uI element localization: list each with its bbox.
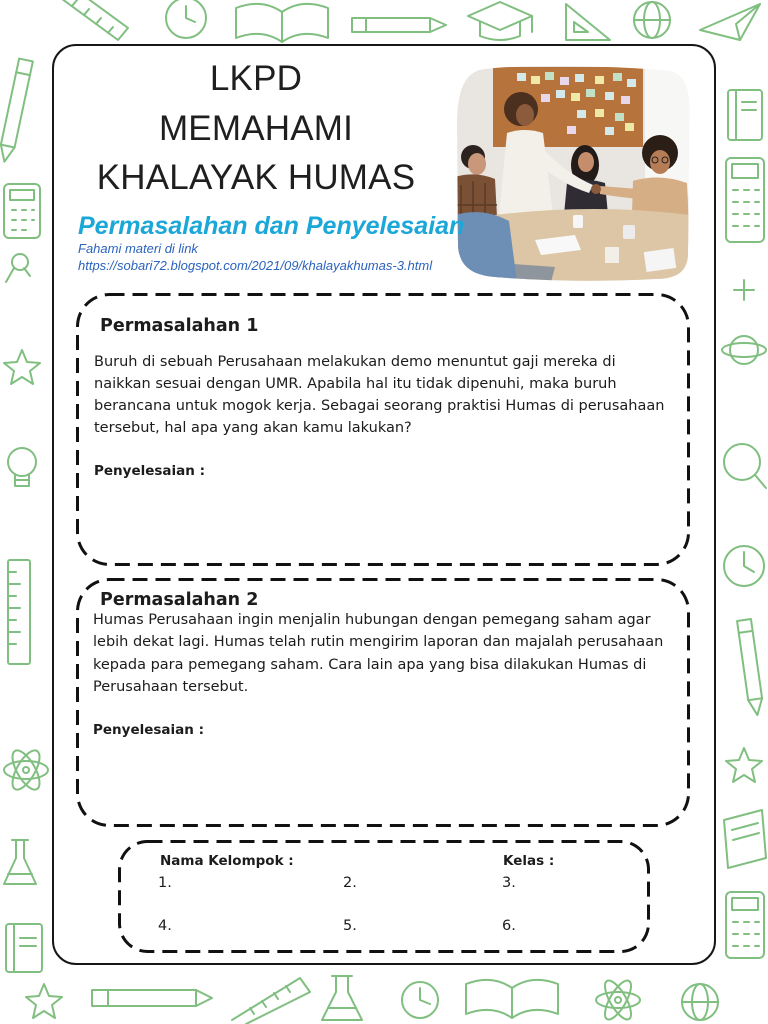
light-bulb-doodle-icon <box>8 448 36 486</box>
problem-text-line: Buruh di sebuah Perusahaan melakukan demo menuntut gaji mereka di <box>94 354 616 370</box>
member-number: 4. <box>158 918 172 934</box>
member-number: 1. <box>158 875 172 891</box>
problem-text-line: Humas Perusahaan ingin menjalin hubungan dengan pemegang saham agar <box>93 612 651 628</box>
pushpin-doodle-icon <box>6 254 30 282</box>
problem-text-line: naikkan sesuai dengan UMR. Apabila hal itu tidak dipenuhi, maka buruh <box>94 376 617 392</box>
magnifier-doodle-icon <box>724 444 766 488</box>
problem-text-line: tersebut, hal apa yang akan kamu lakukan? <box>94 420 412 436</box>
book-doodle-icon <box>724 810 766 868</box>
team-meeting-photo <box>455 65 690 282</box>
clock-doodle-icon <box>402 982 438 1018</box>
problem-text-line: lebih dekat lagi. Humas telah rutin mengirim laporan dan majalah perusahaan <box>93 634 664 651</box>
ruler-doodle-icon <box>8 560 30 664</box>
problem-text-line: Perusahaan tersebut. <box>93 678 249 695</box>
calculator-doodle-icon <box>726 892 764 958</box>
flask-doodle-icon <box>322 976 362 1020</box>
problem-1-box <box>76 293 690 566</box>
star-doodle-icon <box>4 350 40 384</box>
group-name-label: Nama Kelompok : <box>160 853 294 869</box>
pencil-doodle-icon <box>352 18 446 32</box>
star-doodle-icon <box>726 748 762 782</box>
problem-heading: Permasalahan 2 <box>100 590 259 610</box>
pencil-doodle-icon <box>0 59 33 164</box>
book-doodle-icon <box>236 4 328 42</box>
problem-text-line: berancana untuk mogok kerja. Sebagai seorang praktisi Humas di perusahaan <box>94 398 665 414</box>
group-info-box <box>118 840 650 953</box>
section-subtitle: Permasalahan dan Penyelesaian <box>78 212 465 240</box>
ruler-doodle-icon <box>58 0 128 40</box>
atom-doodle-icon <box>596 977 640 1023</box>
problem-2-box <box>76 578 690 827</box>
set-square-doodle-icon <box>566 4 610 40</box>
member-number: 2. <box>343 875 357 891</box>
book-doodle-icon <box>728 90 762 140</box>
problem-text <box>94 351 664 439</box>
calculator-doodle-icon <box>726 158 764 242</box>
class-label: Kelas : <box>503 853 555 869</box>
globe-doodle-icon <box>682 984 718 1020</box>
material-link[interactable]: https://sobari72.blogspot.com/2021/09/khalayakhumas-3.html <box>78 258 433 273</box>
member-number: 5. <box>343 918 357 934</box>
solution-label: Penyelesaian : <box>94 463 205 479</box>
title-line: KHALAYAK HUMAS <box>96 158 416 197</box>
problem-text <box>93 609 663 698</box>
pencil-doodle-icon <box>92 990 212 1006</box>
flask-doodle-icon <box>4 840 36 884</box>
calculator-doodle-icon <box>4 184 40 238</box>
pencil-doodle-icon <box>737 619 764 716</box>
globe-doodle-icon <box>634 2 670 38</box>
solution-label: Penyelesaian : <box>93 722 204 738</box>
problem-text-line: kepada para pemegang saham. Cara lain apa yang bisa dilakukan Humas di <box>93 656 647 673</box>
graduation-cap-doodle-icon <box>468 2 532 40</box>
star-doodle-icon <box>26 984 62 1018</box>
clock-doodle-icon <box>724 546 764 586</box>
ruler-doodle-icon <box>232 978 310 1024</box>
member-number: 6. <box>502 918 516 934</box>
atom-doodle-icon <box>4 746 48 793</box>
plus-doodle-icon <box>734 280 754 300</box>
title-line: MEMAHAMI <box>158 108 354 148</box>
book-doodle-icon <box>6 924 42 972</box>
planet-doodle-icon <box>722 336 766 364</box>
clock-doodle-icon <box>166 0 206 38</box>
link-intro-text: Fahami materi di link <box>78 241 198 256</box>
book-doodle-icon <box>466 980 558 1018</box>
member-number: 3. <box>502 875 516 891</box>
paper-plane-doodle-icon <box>700 4 760 40</box>
worksheet-title <box>56 54 456 203</box>
problem-heading: Permasalahan 1 <box>100 316 259 336</box>
title-line: LKPD <box>209 59 303 98</box>
